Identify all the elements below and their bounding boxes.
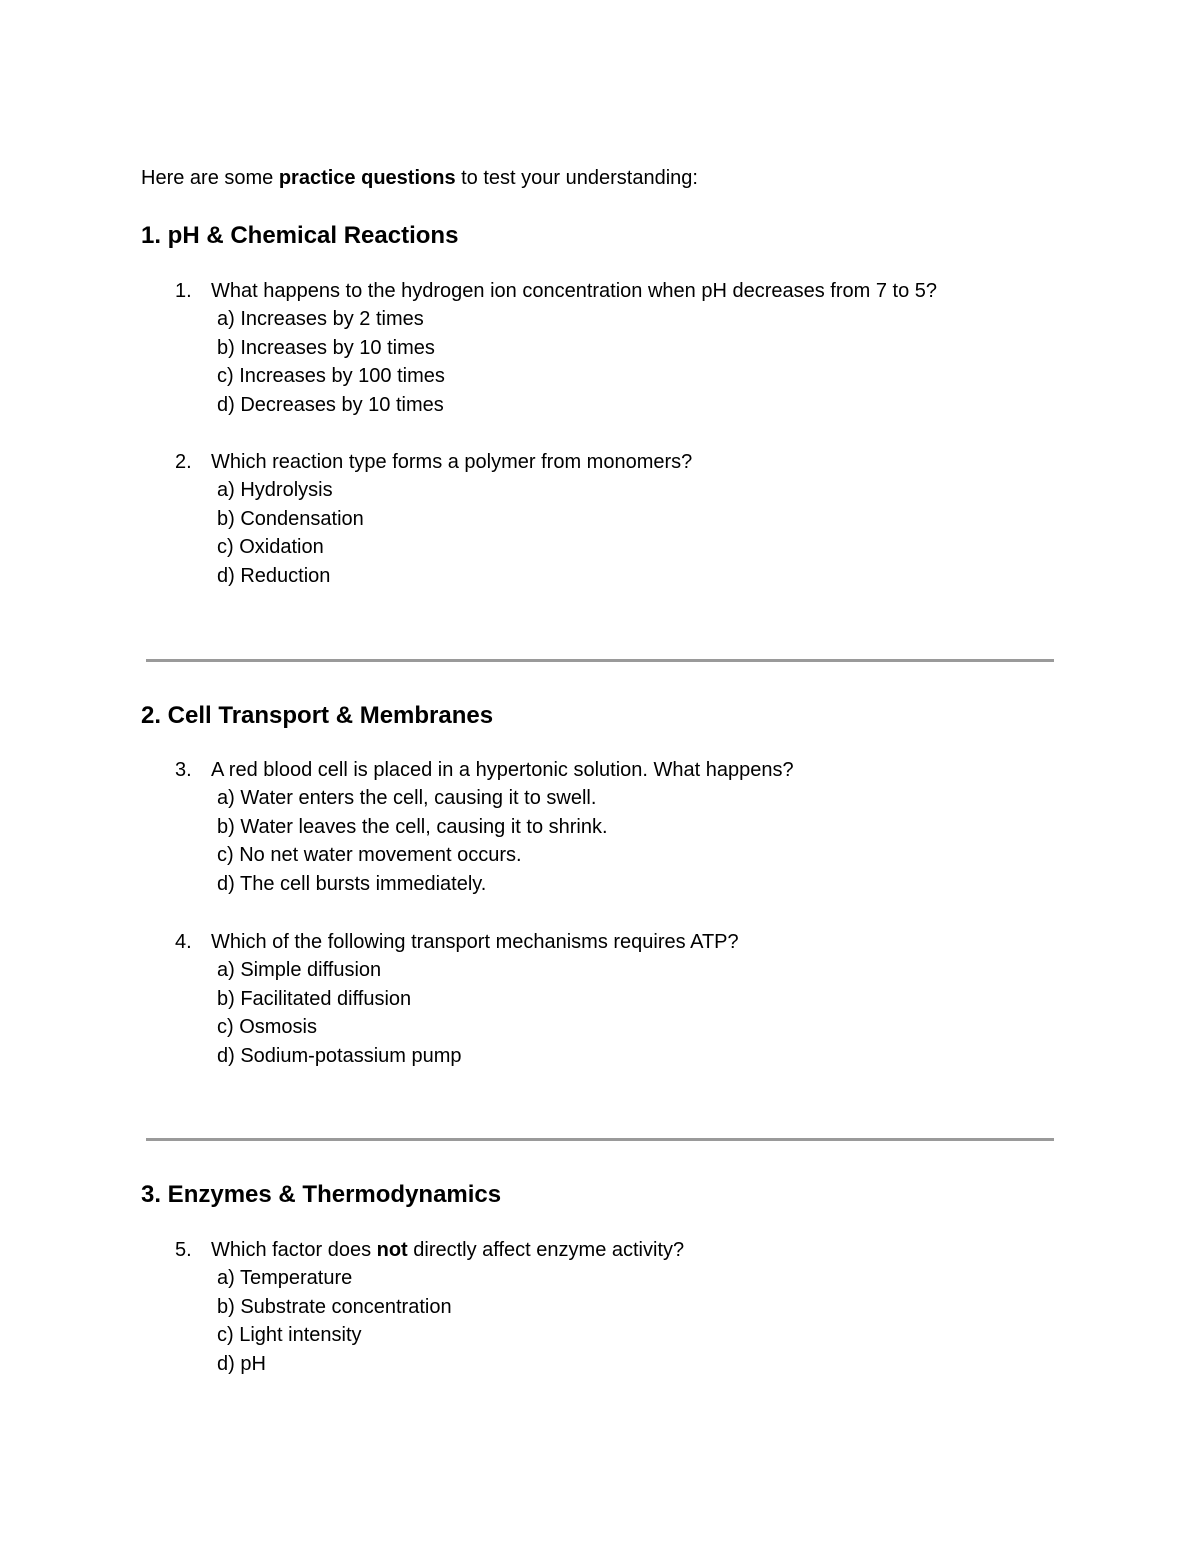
question-text-before: Which factor does [211,1239,377,1261]
intro-text-after: to test your understanding: [455,167,698,189]
question-text [211,756,794,784]
question-4 [0,928,1200,1070]
question-1 [0,277,1200,419]
answer-option-a: a) Hydrolysis [217,479,333,501]
answer-option-c: c) Light intensity [217,1324,362,1346]
answer-option-d: d) Reduction [217,564,331,587]
answer-option-a: a) Temperature [217,1267,353,1289]
question-text-bold: not [376,1239,408,1261]
question-3-line [0,756,1200,784]
question-1-line [0,277,1200,305]
answer-option-a: a) Water enters the cell, causing it to swell. [217,787,597,809]
section-heading-ph-chemical-reactions: 1. pH & Chemical Reactions [141,222,459,249]
question-text-before: A red blood cell is placed in a hypertonic solution. What happens? [211,759,794,781]
question-text [211,448,692,476]
answer-option-c: c) Osmosis [217,1016,317,1038]
question-number: 5. [175,1239,192,1261]
question-text [211,928,739,956]
question-text-before: Which reaction type forms a polymer from monomers? [211,451,693,473]
question-3 [0,756,1200,898]
intro-paragraph [141,166,698,190]
answer-option-b: b) Substrate concentration [217,1295,452,1318]
answer-option-b: b) Increases by 10 times [217,336,435,359]
question-number: 2. [175,451,192,473]
answer-option-d: d) The cell bursts immediately. [217,872,487,895]
question-text-after: directly affect enzyme activity? [407,1239,685,1261]
answer-option-d: d) Decreases by 10 times [217,393,444,416]
section-heading-enzymes-thermodynamics: 3. Enzymes & Thermodynamics [141,1181,502,1208]
question-5-line [0,1236,1200,1264]
answer-option-b: b) Water leaves the cell, causing it to shrink. [217,815,608,838]
section-heading-cell-transport-membranes: 2. Cell Transport & Membranes [141,702,494,729]
answer-option-c: c) Oxidation [217,536,324,558]
section-divider [146,1138,1054,1141]
answer-option-c: c) Increases by 100 times [217,365,445,387]
question-2-line [0,448,1200,476]
answer-option-b: b) Facilitated diffusion [217,987,412,1010]
question-2 [0,448,1200,590]
question-5 [0,1236,1200,1378]
answer-option-d: d) pH [217,1352,266,1375]
question-text [211,1236,684,1264]
question-text [211,277,937,305]
intro-text-before: Here are some [141,167,279,189]
answer-option-b: b) Condensation [217,507,364,530]
answer-option-a: a) Simple diffusion [217,959,382,981]
answer-option-c: c) No net water movement occurs. [217,844,522,866]
question-4-line [0,928,1200,956]
section-divider [146,659,1054,662]
answer-option-d: d) Sodium-potassium pump [217,1044,462,1067]
question-text-before: Which of the following transport mechanisms requires ATP? [211,931,739,953]
question-number: 3. [175,759,192,781]
question-number: 1. [175,280,192,302]
answer-option-a: a) Increases by 2 times [217,308,424,330]
intro-text-bold: practice questions [278,167,456,189]
question-number: 4. [175,931,192,953]
question-text-before: What happens to the hydrogen ion concentration when pH decreases from 7 to 5? [211,280,938,302]
